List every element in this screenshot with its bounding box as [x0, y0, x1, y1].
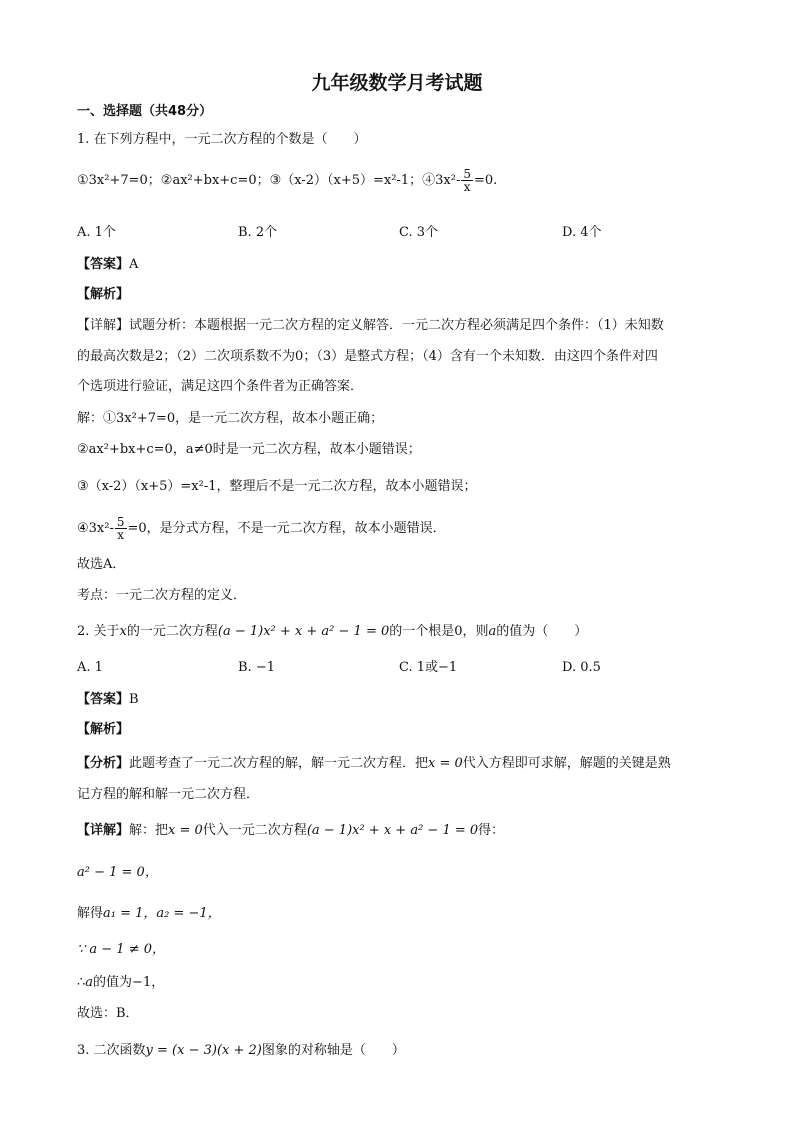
q3-stem-part-b: 图象的对称轴是（ ） — [261, 1043, 405, 1058]
q2-answer-tag: 【答案】 — [77, 692, 130, 707]
q1-solution-fraction-denominator: x — [115, 528, 127, 541]
q2-analysis-tag: 【解析】 — [77, 722, 130, 737]
q2-step-4 — [77, 974, 164, 992]
q2-step-2-root-1: a₁ = 1， — [103, 906, 157, 921]
q1-solution-line-4-part-b: =0，是分式方程，不是一元二次方程，故本小题错误． — [127, 521, 446, 536]
q2-option-a: A. 1 — [77, 660, 103, 675]
q1-fraction — [461, 168, 473, 193]
q1-detail-line-1: 【详解】试题分析：本题根据一元二次方程的定义解答．一元二次方程必须满足四个条件：（1）未知数 — [77, 318, 664, 333]
q1-detail-line-3: 个选项进行验证，满足这四个条件者为正确答案． — [77, 379, 364, 394]
q1-option-a: A. 1个 — [77, 225, 116, 240]
q2-choose: 故选：B． — [77, 1006, 139, 1021]
q1-solution-line-4-part-a: ④3x²- — [77, 521, 114, 536]
q2-step-4-part-a: ∴ — [77, 975, 86, 990]
q1-choose: 故选A． — [77, 557, 126, 572]
q2-fenxi-part-a: 此题考查了一元二次方程的解，解一元二次方程．把 — [129, 756, 429, 771]
q2-stem — [77, 623, 587, 641]
q2-detail-equation-1: x = 0 — [168, 823, 203, 838]
q1-option-c: C. 3个 — [399, 225, 439, 240]
q2-option-c: C. 1或−1 — [399, 660, 458, 675]
q1-analysis-tag: 【解析】 — [77, 287, 130, 302]
q2-detail-part-b: 代入一元二次方程 — [202, 823, 307, 838]
q2-detail-part-a: 解：把 — [129, 823, 169, 838]
q1-equations-part-a: ①3x²+7=0；②ax²+bx+c=0；③（x-2）（x+5）=x²-1；④3x²- — [77, 173, 461, 188]
q2-step-3: ∵ a − 1 ≠ 0， — [77, 942, 166, 957]
q2-stem-variable-a: a — [488, 624, 497, 639]
q2-step-2-part-a: 解得 — [77, 906, 104, 921]
q2-stem-variable-x: x — [119, 624, 127, 639]
q1-equations-part-b: =0. — [474, 173, 498, 188]
q2-answer-value: B — [129, 692, 139, 707]
q2-analysis-line-2: 记方程的解和解一元二次方程． — [77, 787, 260, 802]
q2-stem-part-a: 2. 关于 — [77, 624, 120, 639]
q2-step-2-root-2: a₂ = −1， — [156, 906, 221, 921]
q1-solution-line-3: ③（x-2）（x+5）=x²-1，整理后不是一元二次方程，故本小题错误； — [77, 479, 477, 494]
q1-knowledge-point: 考点：一元二次方程的定义． — [77, 588, 247, 603]
q1-option-b: B. 2个 — [238, 225, 278, 240]
q1-equations — [77, 168, 497, 193]
q2-detail-equation-2: (a − 1)x² + x + a² − 1 = 0 — [306, 823, 479, 838]
q2-stem-part-c: 的一个根是0，则 — [389, 624, 489, 639]
q2-step-2 — [77, 905, 221, 923]
q2-step-4-variable: a — [85, 975, 94, 990]
q2-analysis-line-1 — [77, 755, 671, 773]
section-heading: 一、选择题（共48分） — [77, 104, 213, 119]
q2-fenxi-equation: x = 0 — [428, 756, 463, 771]
q2-step-1: a² − 1 = 0， — [77, 865, 158, 880]
q1-detail-line-2: 的最高次数是2；（2）二次项系数不为0；（3）是整式方程；（4）含有一个未知数．由这四个条件对四 — [77, 349, 658, 364]
q2-option-b: B. −1 — [238, 660, 275, 675]
q1-solution-fraction-numerator: 5 — [116, 515, 125, 529]
q3-stem-part-a: 3. 二次函数 — [77, 1043, 146, 1058]
q3-stem-equation: y = (x − 3)(x + 2) — [145, 1043, 262, 1058]
q1-answer-value: A — [129, 257, 139, 272]
q2-detail-line — [77, 822, 504, 840]
q1-answer-tag: 【答案】 — [77, 257, 130, 272]
q1-solution-line-1: 解：①3x²+7=0，是一元二次方程，故本小题正确； — [77, 411, 384, 426]
q2-detail-tag: 【详解】 — [77, 823, 130, 838]
q2-fenxi-part-b: 代入方程即可求解，解题的关键是熟 — [462, 756, 671, 771]
q2-detail-part-c: 得： — [478, 823, 505, 838]
q1-solution-line-4 — [77, 516, 446, 541]
q1-fraction-numerator: 5 — [463, 167, 471, 181]
q1-fraction-denominator: x — [461, 180, 473, 193]
q2-option-d: D. 0.5 — [562, 660, 601, 675]
q3-stem — [77, 1042, 405, 1060]
q2-fenxi-tag: 【分析】 — [77, 756, 130, 771]
q2-stem-part-d: 的值为（ ） — [496, 624, 588, 639]
page-title: 九年级数学月考试题 — [311, 72, 483, 94]
q2-stem-part-b: 的一元二次方程 — [126, 624, 218, 639]
q1-option-d: D. 4个 — [562, 225, 602, 240]
q1-solution-fraction — [115, 516, 127, 541]
q1-solution-line-2: ②ax²+bx+c=0，a≠0时是一元二次方程，故本小题错误； — [77, 442, 421, 457]
q2-stem-equation: (a − 1)x² + x + a² − 1 = 0 — [217, 624, 390, 639]
q2-step-4-part-c: 的值为−1， — [93, 975, 165, 990]
q2-answer — [77, 691, 139, 709]
q1-answer — [77, 256, 138, 274]
q1-stem: 1. 在下列方程中，一元二次方程的个数是（ ） — [77, 132, 367, 147]
